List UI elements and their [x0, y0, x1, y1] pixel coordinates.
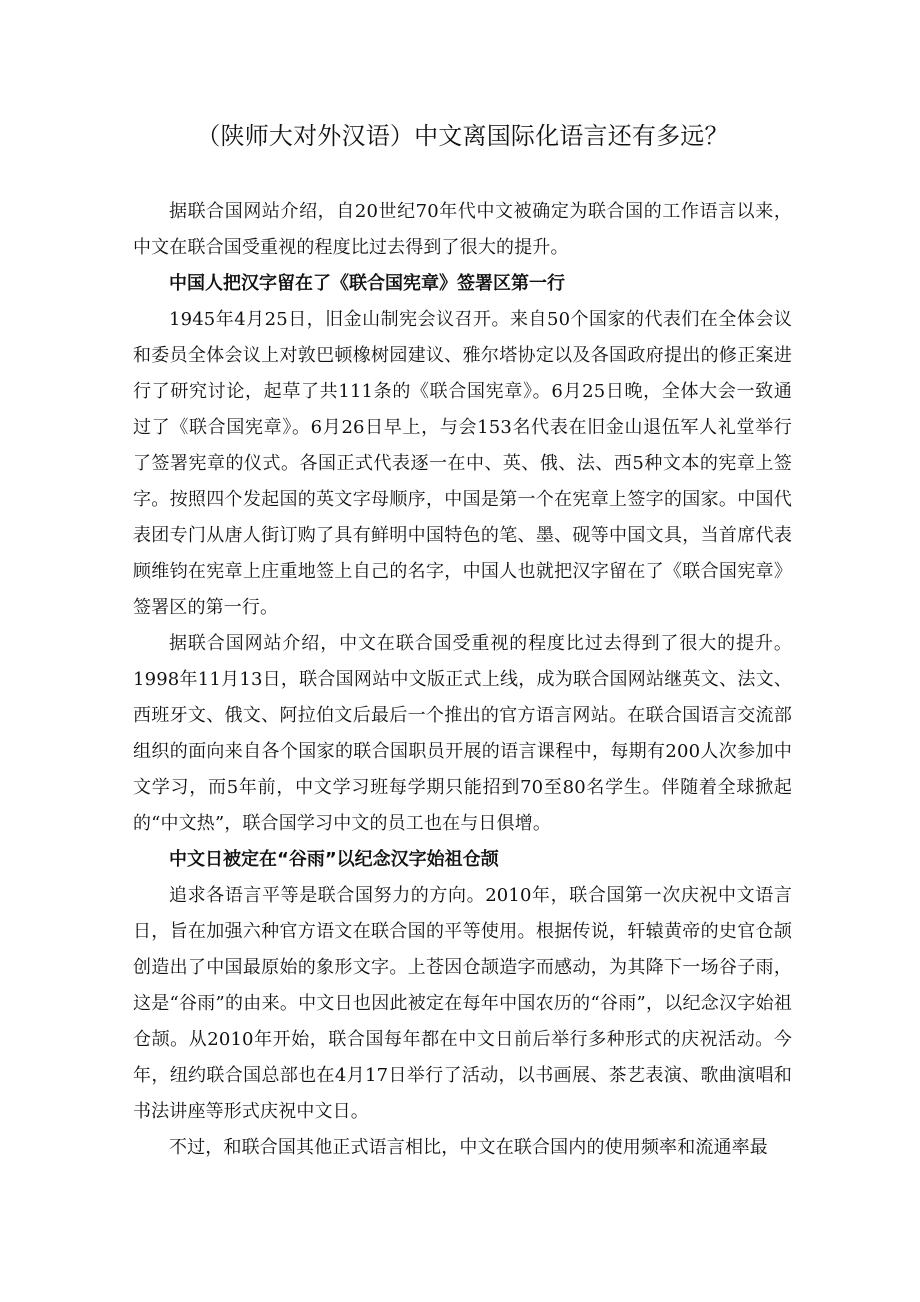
document-title: （陕师大对外汉语）中文离国际化语言还有多远？	[196, 122, 729, 150]
paragraph-comparison: 不过，和联合国其他正式语言相比，中文在联合国内的使用频率和流通率最	[169, 1137, 768, 1158]
section-heading-un-charter: 中国人把汉字留在了《联合国宪章》签署区第一行	[169, 273, 565, 294]
paragraph-chinese-day: 追求各语言平等是联合国努力的方向。2010年，联合国第一次庆祝中文语言日，旨在加强六种官方语文在联合国的平等使用。根据传说，轩辕黄帝的史官仓颉创造出了中国最原始的象形文字。上苍因仓颉造字而感动，为其降下一场谷子雨，这是“谷雨”的由来。中文日也因此被定在每年中国农历的“谷雨”，以纪念汉字始祖仓颉。从2010年开始，联合国每年都在中文日前后举行多种形式的庆祝活动。今年，纽约联合国总部也在4月17日举行了活动，以书画展、茶艺表演、歌曲演唱和书法讲座等形式庆祝中文日。	[133, 885, 792, 1122]
paragraph-un-chinese-growth: 据联合国网站介绍，中文在联合国受重视的程度比过去得到了很大的提升。1998年11月13日，联合国网站中文版正式上线，成为联合国网站继英文、法文、西班牙文、俄文、阿拉伯文后最后一个推出的官方语言网站。在联合国语言交流部组织的面向来自各个国家的联合国职员开展的语言课程中，每期有200人次参加中文学习，而5年前，中文学习班每学期只能招到70至80名学生。伴随着全球掀起的“中文热”，联合国学习中文的员工也在与日俱增。	[133, 633, 792, 834]
intro-paragraph: 据联合国网站介绍，自20世纪70年代中文被确定为联合国的工作语言以来，中文在联合国受重视的程度比过去得到了很大的提升。	[133, 201, 792, 258]
section-heading-chinese-day: 中文日被定在“谷雨”以纪念汉字始祖仓颉	[169, 849, 499, 870]
paragraph-un-charter: 1945年4月25日，旧金山制宪会议召开。来自50个国家的代表们在全体会议和委员全体会议上对敦巴顿橡树园建议、雅尔塔协定以及各国政府提出的修正案进行了研究讨论，起草了共111条的《联合国宪章》。6月25日晚，全体大会一致通过了《联合国宪章》。6月26日早上，与会153名代表在旧金山退伍军人礼堂举行了签署宪章的仪式。各国正式代表逐一在中、英、俄、法、西5种文本的宪章上签字。按照四个发起国的英文字母顺序，中国是第一个在宪章上签字的国家。中国代表团专门从唐人街订购了具有鲜明中国特色的笔、墨、砚等中国文具，当首席代表顾维钧在宪章上庄重地签上自己的名字，中国人也就把汉字留在了《联合国宪章》签署区的第一行。	[133, 309, 792, 618]
